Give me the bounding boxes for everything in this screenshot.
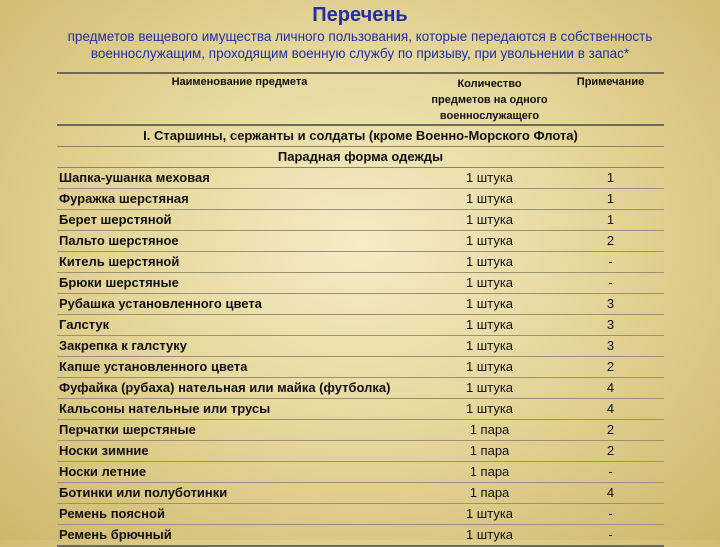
table-row [57, 357, 664, 378]
item-name: Берет шерстяной [59, 212, 172, 227]
item-quantity: 1 штука [465, 233, 514, 248]
item-note: 2 [606, 359, 615, 374]
item-note: - [608, 275, 613, 290]
table-row [57, 294, 664, 315]
section-heading: I. Старшины, сержанты и солдаты (кроме Военно-Морского Флота) [57, 126, 664, 147]
item-note: 4 [606, 380, 615, 395]
item-note: 3 [606, 317, 615, 332]
item-note: 2 [606, 422, 615, 437]
item-name: Капше установленного цвета [59, 359, 248, 374]
subtitle-line: предметов вещевого имущества личного пользования, которые передаются в собственность [67, 29, 653, 44]
item-quantity: 1 пара [469, 464, 510, 479]
subsection-heading: Парадная форма одежды [57, 147, 664, 168]
header-name: Наименование предмета [171, 76, 308, 88]
item-quantity: 1 штука [465, 170, 514, 185]
item-name: Шапка-ушанка меховая [59, 170, 210, 185]
table-row [57, 168, 664, 189]
item-note: - [608, 464, 613, 479]
table-row [57, 441, 664, 462]
item-name: Ремень поясной [59, 506, 165, 521]
table-row [57, 315, 664, 336]
table-row [57, 504, 664, 525]
item-name: Закрепка к галстуку [59, 338, 187, 353]
item-name: Фуфайка (рубаха) нательная или майка (футболка) [59, 380, 391, 395]
item-note: 1 [606, 191, 615, 206]
header-quantity-line: предметов на одного [431, 94, 548, 106]
item-quantity: 1 штука [465, 296, 514, 311]
subtitle [20, 28, 700, 62]
item-note: - [608, 506, 613, 521]
item-name: Перчатки шерстяные [59, 422, 196, 437]
item-quantity: 1 штука [465, 191, 514, 206]
item-name: Ремень брючный [59, 527, 172, 542]
item-note: 4 [606, 485, 615, 500]
table-row [57, 210, 664, 231]
item-quantity: 1 пара [469, 485, 510, 500]
table-row [57, 462, 664, 483]
item-note: 4 [606, 401, 615, 416]
item-note: 1 [606, 212, 615, 227]
table-row [57, 273, 664, 294]
table-header [57, 72, 664, 126]
item-name: Галстук [59, 317, 110, 332]
item-quantity: 1 штука [465, 527, 514, 542]
item-quantity: 1 штука [465, 254, 514, 269]
table-row [57, 189, 664, 210]
table-body [57, 168, 664, 547]
item-name: Пальто шерстяное [59, 233, 179, 248]
table-row [57, 231, 664, 252]
item-quantity: 1 пара [469, 422, 510, 437]
header-quantity [422, 76, 557, 124]
header-quantity-line: военнослужащего [439, 110, 540, 122]
item-quantity: 1 штука [465, 506, 514, 521]
table-row [57, 336, 664, 357]
item-note: 2 [606, 443, 615, 458]
item-name: Фуражка шерстяная [59, 191, 189, 206]
item-name: Носки зимние [59, 443, 149, 458]
item-note: 1 [606, 170, 615, 185]
item-name: Рубашка установленного цвета [59, 296, 262, 311]
table-row [57, 420, 664, 441]
item-quantity: 1 штука [465, 212, 514, 227]
table-row [57, 378, 664, 399]
item-quantity: 1 штука [465, 275, 514, 290]
table-row [57, 525, 664, 547]
page-title: Перечень [312, 4, 408, 26]
item-note: - [608, 254, 613, 269]
table-row [57, 399, 664, 420]
item-quantity: 1 штука [465, 359, 514, 374]
item-quantity: 1 штука [465, 317, 514, 332]
item-name: Брюки шерстяные [59, 275, 179, 290]
table-row [57, 483, 664, 504]
item-quantity: 1 штука [465, 380, 514, 395]
item-quantity: 1 штука [465, 401, 514, 416]
item-name: Кальсоны нательные или трусы [59, 401, 271, 416]
table-row [57, 252, 664, 273]
header-quantity-line: Количество [457, 78, 522, 90]
item-note: 2 [606, 233, 615, 248]
item-note: 3 [606, 338, 615, 353]
item-name: Носки летние [59, 464, 147, 479]
subtitle-line: военнослужащим, проходящим военную службу по призыву, при увольнении в запас* [90, 46, 630, 61]
header-note: Примечание [576, 76, 645, 88]
item-note: 3 [606, 296, 615, 311]
item-name: Китель шерстяной [59, 254, 180, 269]
item-note: - [608, 527, 613, 542]
item-quantity: 1 пара [469, 443, 510, 458]
items-table [57, 72, 664, 547]
item-quantity: 1 штука [465, 338, 514, 353]
item-name: Ботинки или полуботинки [59, 485, 228, 500]
